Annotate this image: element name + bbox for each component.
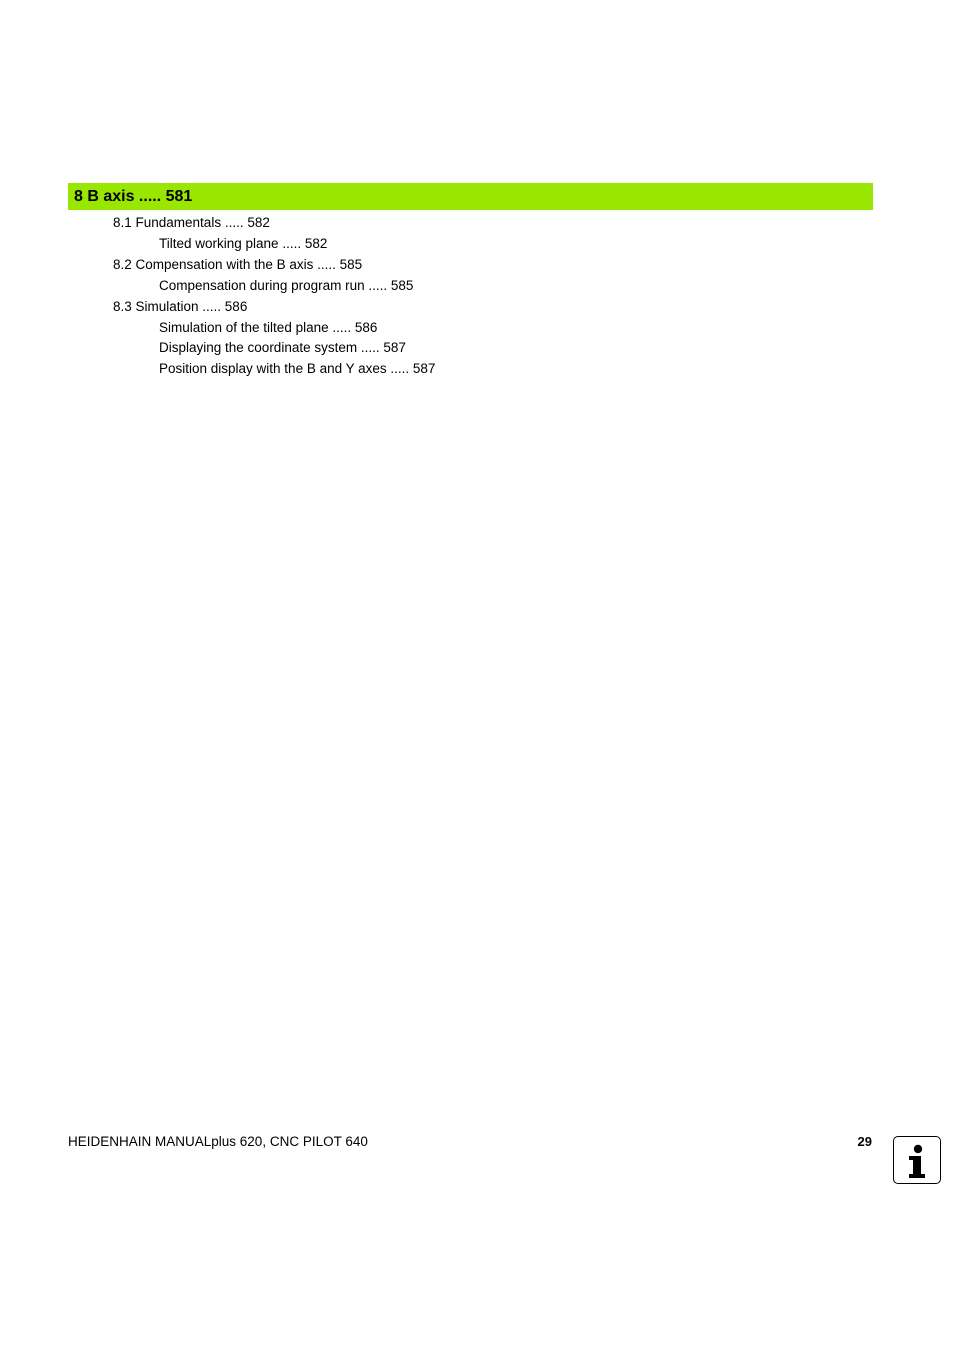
- chapter-heading[interactable]: 8 B axis ..... 581: [74, 188, 193, 205]
- footer-product-name: HEIDENHAIN MANUALplus 620, CNC PILOT 640: [68, 1134, 368, 1149]
- toc-subsection-entry[interactable]: Simulation of the tilted plane ..... 586: [159, 320, 378, 335]
- toc-section-entry[interactable]: 8.3 Simulation ..... 586: [113, 299, 248, 314]
- info-icon: [893, 1136, 941, 1184]
- toc-subsection-entry[interactable]: Tilted working plane ..... 582: [159, 236, 328, 251]
- toc-subsection-entry[interactable]: Position display with the B and Y axes ..... 587: [159, 361, 436, 376]
- toc-section-entry[interactable]: 8.1 Fundamentals ..... 582: [113, 215, 270, 230]
- page-number: 29: [857, 1134, 872, 1149]
- toc-subsection-entry[interactable]: Compensation during program run ..... 585: [159, 278, 414, 293]
- chapter-heading-bar: [68, 183, 873, 210]
- toc-section-entry[interactable]: 8.2 Compensation with the B axis ..... 585: [113, 257, 363, 272]
- info-icon-glyph: [894, 1137, 939, 1182]
- toc-subsection-entry[interactable]: Displaying the coordinate system ..... 587: [159, 340, 406, 355]
